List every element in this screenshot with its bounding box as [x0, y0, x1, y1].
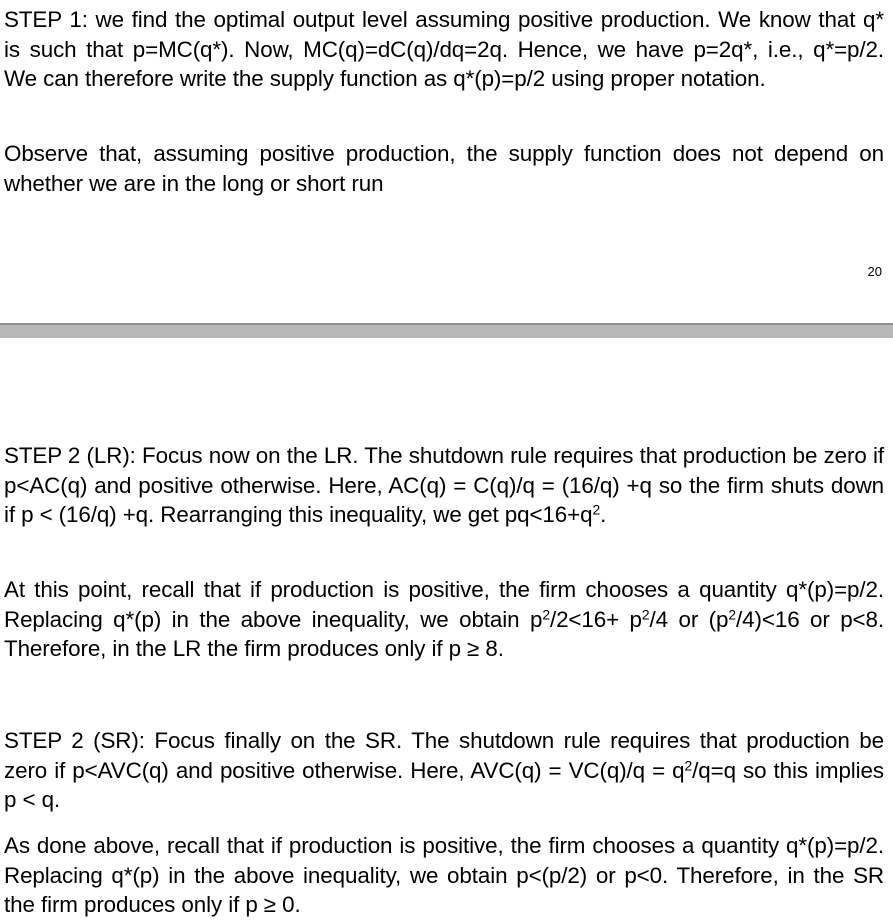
page-divider — [0, 323, 893, 338]
observe-paragraph: Observe that, assuming positive production, the supply function does not depend on whether we are in the long or short run — [4, 141, 884, 196]
lr-text-main: STEP 2 (LR): Focus now on the LR. The shutdown rule requires that production be zero if p<AC(q) and positive otherwise. Here, AC(q) = C(q)/q = (16/q) +q so the firm shuts down if p < (16/q) +q. Rearranging this inequality, we get pq<16+q — [4, 443, 884, 527]
lr-recall-paragraph — [4, 575, 884, 664]
superscript: 2 — [684, 756, 693, 773]
step2-sr-paragraph — [4, 726, 884, 815]
superscript: 2 — [641, 605, 650, 622]
sr-text-b: /q=q so this implies p < q. — [4, 757, 884, 812]
sr-recall-paragraph: As done above, recall that if production is positive, the firm chooses a quantity q*(p)=p/2. Replacing q*(p) in the above inequality, we obtain p<(p/2) or p<0. Therefore, in the SR the firm produces only if p ≥ 0. — [4, 833, 884, 917]
step1-paragraph: STEP 1: we find the optimal output level assuming positive production. We know that q* is such that p=MC(q*). Now, MC(q)=dC(q)/dq=2q. Hence, we have p=2q*, i.e., q*=p/2. We can therefore write the supply function as q*(p)=p/2 using proper notation. — [4, 7, 884, 91]
lr2-text-c: /4 or (p — [649, 606, 729, 632]
document-page-bottom — [0, 338, 893, 921]
sr-text-a: STEP 2 (SR): Focus finally on the SR. The shutdown rule requires that production be zero if p<AVC(q) and positive otherwise. Here, AVC(q) = VC(q)/q = q — [4, 728, 884, 783]
lr-text-end: . — [600, 502, 607, 527]
lr2-text-d: /4)<16 or p<8. Therefore, in the LR the firm produces only if p ≥ 8. — [4, 606, 885, 661]
superscript: 2 — [592, 501, 601, 518]
step2-lr-paragraph — [4, 441, 884, 530]
lr2-text-b: /2<16+ p — [549, 606, 642, 632]
superscript: 2 — [542, 605, 550, 622]
document-page-top — [0, 0, 893, 323]
page-number: 20 — [867, 264, 882, 279]
lr2-text-a: At this point, recall that if production is positive, the firm chooses a quantity q*(p)=p/2. Replacing q*(p) in the above inequality, we obtain p — [4, 577, 884, 632]
superscript: 2 — [728, 605, 737, 622]
